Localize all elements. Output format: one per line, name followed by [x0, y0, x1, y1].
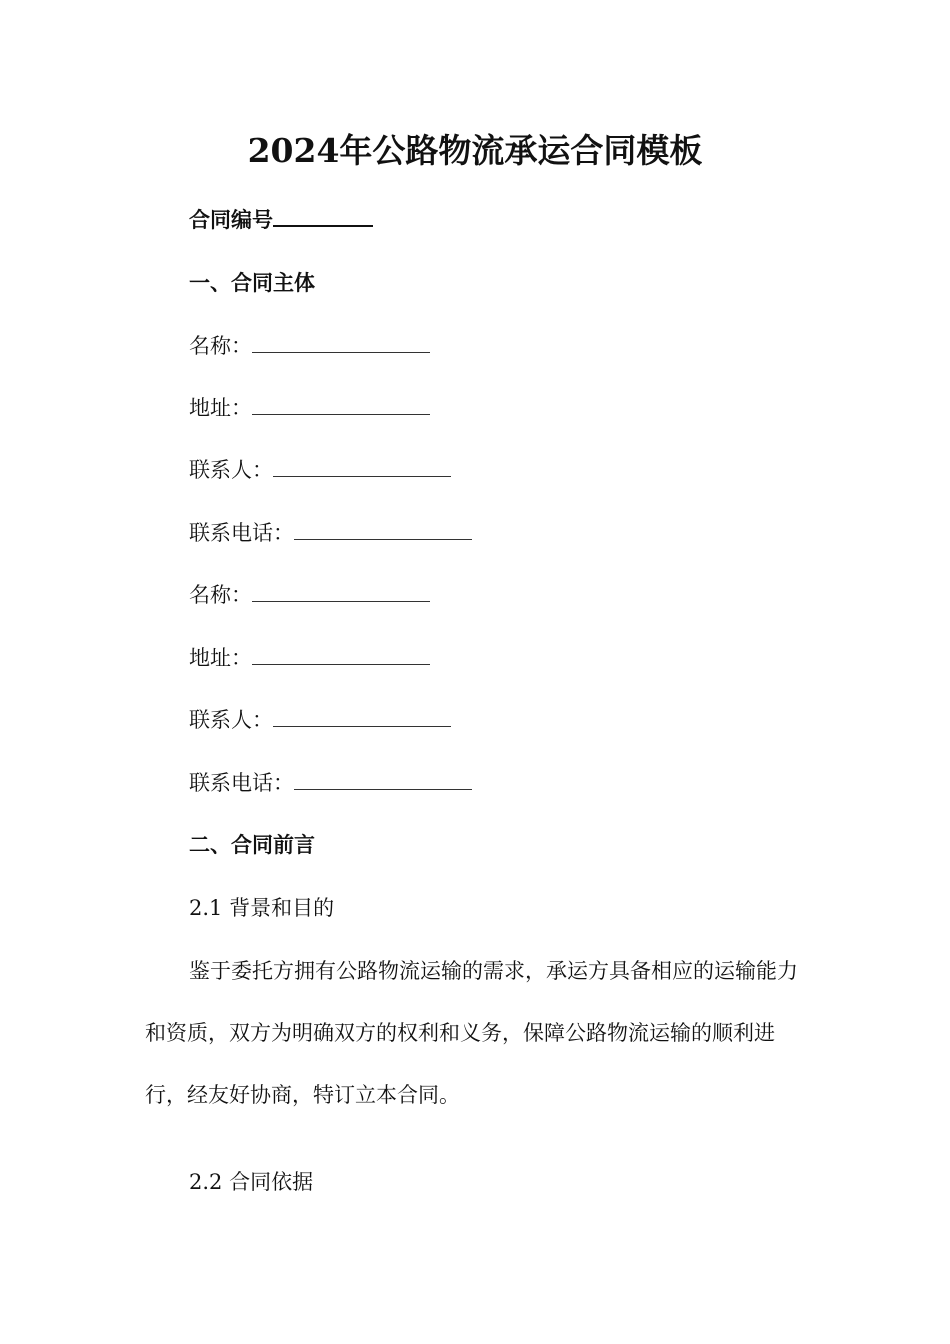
party-a-address-blank	[252, 396, 430, 415]
party-a-phone-line	[189, 518, 472, 548]
party-b-address-label: 地址：	[189, 646, 252, 670]
party-b-phone-blank	[294, 771, 472, 790]
section2-1-paragraph: 鉴于委托方拥有公路物流运输的需求，承运方具备相应的运输能力和资质，双方为明确双方的权利和义务，保障公路物流运输的顺利进行，经友好协商，特订立本合同。	[145, 959, 798, 1107]
party-b-address-line	[189, 643, 430, 673]
party-b-contact-line	[189, 705, 451, 735]
document-title: 2024年公路物流承运合同模板	[247, 131, 703, 170]
party-a-phone-label: 联系电话：	[189, 521, 294, 545]
party-b-name-label: 名称：	[189, 583, 252, 607]
party-a-contact-label: 联系人：	[189, 458, 273, 482]
section2-1-heading: 2.1 背景和目的	[189, 896, 335, 920]
section1-heading: 一、合同主体	[189, 270, 315, 295]
contract-number-label: 合同编号	[189, 207, 273, 232]
party-b-name-line	[189, 580, 430, 610]
party-a-contact-line	[189, 455, 451, 485]
party-a-name-line	[189, 331, 430, 361]
party-a-address-line	[189, 393, 430, 423]
section2-2-heading: 2.2 合同依据	[189, 1170, 314, 1194]
party-b-phone-line	[189, 768, 472, 798]
party-b-phone-label: 联系电话：	[189, 771, 294, 795]
party-b-contact-label: 联系人：	[189, 708, 273, 732]
party-b-address-blank	[252, 646, 430, 665]
party-a-phone-blank	[294, 521, 472, 540]
section2-heading: 二、合同前言	[189, 832, 315, 857]
party-b-contact-blank	[273, 708, 451, 727]
contract-number-blank	[273, 205, 373, 227]
party-a-contact-blank	[273, 458, 451, 477]
party-b-name-blank	[252, 583, 430, 602]
contract-number-line	[189, 205, 373, 235]
party-a-name-label: 名称：	[189, 334, 252, 358]
party-a-address-label: 地址：	[189, 396, 252, 420]
party-a-name-blank	[252, 334, 430, 353]
